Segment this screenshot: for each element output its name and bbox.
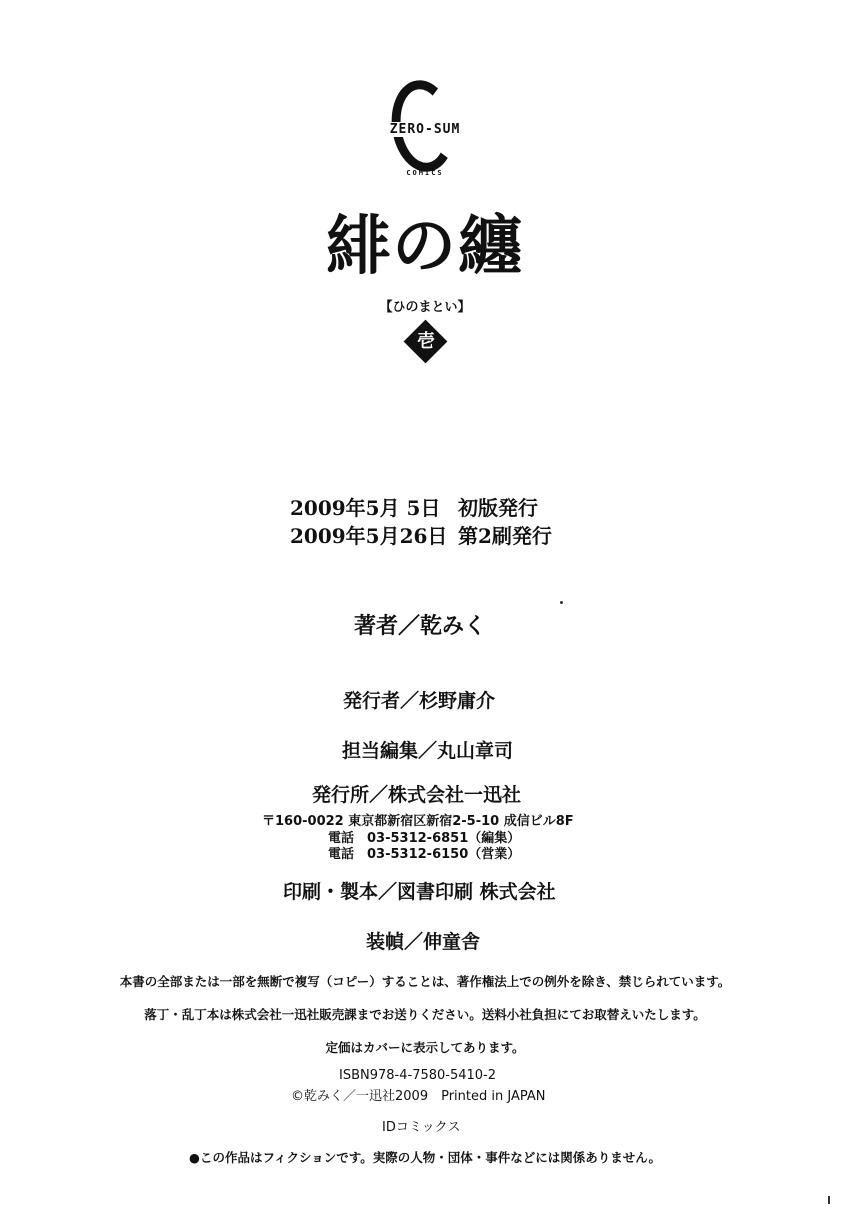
publisher-credit: 発行所／株式会社一迅社 [312,784,522,806]
scan-speck [560,601,563,604]
phone-sales: 電話 03-5312-6150（営業） [328,847,521,862]
first-edition-date: 2009年5月 5日 [290,496,441,520]
first-edition-label: 初版発行 [458,496,538,520]
second-printing-label: 第2刷発行 [458,524,552,548]
zero-sum-comics-logo [370,80,480,185]
author-credit: 著者／乾みく [354,614,487,639]
printing-credit: 印刷・製本／図書印刷 株式会社 [283,881,556,903]
copyright-notice: 本書の全部または一部を無断で複写（コピー）することは、著作権法上での例外を除き、禁じられています。 [119,974,731,989]
isbn-number: ISBN978-4-7580-5410-2 [339,1068,497,1083]
price-notice: 定価はカバーに表示してあります。 [325,1040,525,1055]
volume-badge [404,320,448,364]
logo-brand-text: ZERO-SUM [389,122,461,137]
fiction-disclaimer: ●この作品はフィクションです。実際の人物・団体・事件などには関係ありません。 [189,1150,661,1165]
publisher-person-credit: 発行者／杉野庸介 [343,690,496,712]
second-printing-date: 2009年5月26日 [290,524,448,548]
date-row-second [290,520,552,549]
copyright-line: ©乾みく／一迅社2009 Printed in JAPAN [291,1089,546,1104]
logo-sub-text: COMICS [406,169,444,177]
book-title: 緋の纏 [326,209,524,284]
date-row-first [290,492,538,521]
editor-credit: 担当編集／丸山章司 [342,740,514,762]
phone-editorial: 電話 03-5312-6851（編集） [328,831,521,846]
title-reading: 【ひのまとい】 [379,300,471,315]
scan-speck [828,1196,830,1204]
publisher-address: 〒160-0022 東京都新宿区新宿2-5-10 成信ビル8F [262,814,574,829]
volume-number: 壱 [417,331,435,352]
imprint-label: IDコミックス [382,1120,461,1135]
design-credit: 装幀／伸童舎 [366,931,481,953]
defects-notice: 落丁・乱丁本は株式会社一迅社販売課までお送りください。送料小社負担にてお取替えいたします。 [144,1007,706,1022]
